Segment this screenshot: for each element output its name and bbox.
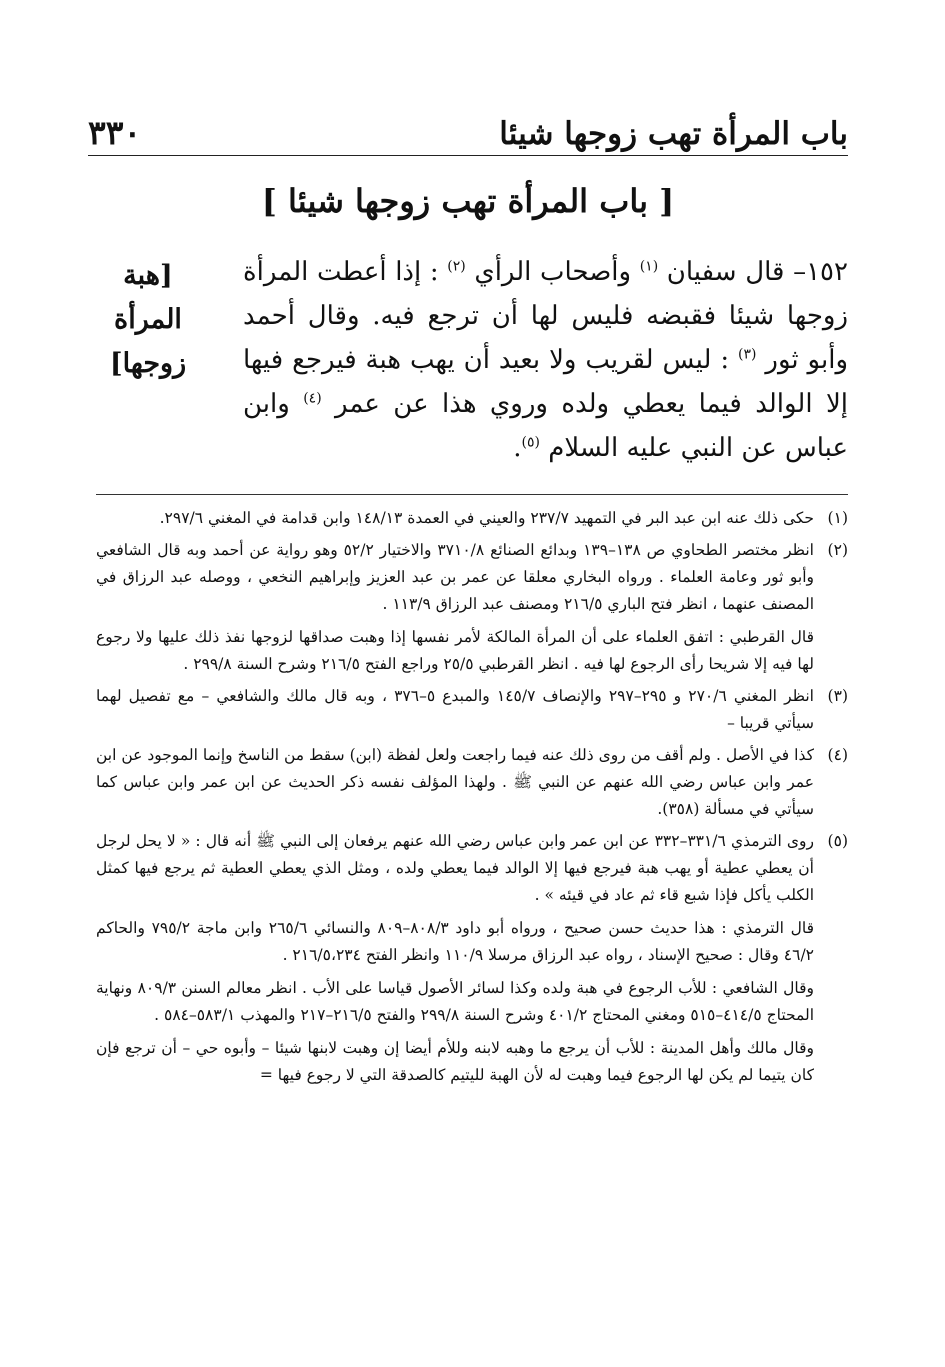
footnote-ref: (٥) xyxy=(521,434,540,451)
footnote xyxy=(96,828,848,1089)
footnote xyxy=(96,742,848,823)
footnote xyxy=(96,537,848,678)
footnote-body xyxy=(96,828,814,1089)
main-text-segment: وأصحاب الرأي xyxy=(465,257,640,287)
side-heading-line: [هبة المرأة xyxy=(114,260,182,335)
side-heading xyxy=(88,254,208,386)
footnote xyxy=(96,505,848,532)
footnote-body xyxy=(96,537,814,678)
footnote-ref: (٤) xyxy=(303,390,322,407)
footnote-paragraph: انظر مختصر الطحاوي ص ١٣٨–١٣٩ وبدائع الصنائع ٣٧١٠/٨ والاختيار ٥٢/٢ وهو رواية عن أحمد وبه قال الشافعي وأبو ثور وعامة العلماء . ورواه البخاري معلقا عن عمر بن عبد العزيز وإبراهيم النخعي ، ووصله عبد الرزاق في المصنف عنهما ، انظر فتح الباري ٢١٦/٥ ومصنف عبد الرزاق ١١٣/٩ . xyxy=(96,541,814,613)
footnote-ref: (١) xyxy=(639,258,659,275)
footnote-paragraph: انظر المغني ٢٧٠/٦ و ٢٩٥–٢٩٧ والإنصاف ١٤٥/٧ والمبدع ٥–٣٧٦ ، وبه قال مالك والشافعي – مع تفصيل لهما سيأتي قريبا – xyxy=(96,687,814,732)
footnote-paragraph: قال الترمذي : هذا حديث حسن صحيح ، ورواه أبو داود ٨٠٨/٣–٨٠٩ والنسائي ٢٦٥/٦ وابن ماجة ٧٩٥/٢ والحاكم ٤٦/٢ وقال : صحيح الإسناد ، رواه عبد الرزاق مرسلا ١١٠/٩ وانظر الفتح ٢١٦/٥،٢٣٤ . xyxy=(96,919,814,964)
footnote-paragraph: كذا في الأصل . ولم أقف من روى ذلك عنه فيما راجعت ولعل لفظة (ابن) سقط من الناسخ وإنما الموجود عن ابن عمر وابن عباس رضي الله عنهم عن النبي ﷺ . ولهذا المؤلف نفسه ذكر الحديث عن ابن عمر وابن عباس كما سيأتي في مسألة (٣٥٨). xyxy=(96,746,814,818)
footnote-number: (١) xyxy=(827,509,848,527)
chapter-title: [ باب المرأة تهب زوجها شيئا ] xyxy=(261,182,675,220)
main-text-segment: : إذا أعطت المرأة زوجها شيئا فقبضه فليس لها أن ترجع فيه. وقال أحمد وأبو ثور xyxy=(243,257,848,375)
footnotes xyxy=(96,505,848,1094)
footnote-number: (٥) xyxy=(827,832,848,850)
footnote-body xyxy=(96,683,814,737)
footnote-number: (٣) xyxy=(827,687,848,705)
footnote-ref: (٢) xyxy=(447,258,466,275)
main-text-segment: ١٥٢– قال سفيان xyxy=(658,257,848,287)
header-rule xyxy=(88,155,848,156)
footnote-number: (٤) xyxy=(827,746,848,764)
footnote-paragraph: وقال الشافعي : للأب الرجوع في هبة ولده وكذا لسائر الأصول قياسا على الأب . انظر معالم السنن ٨٠٩/٣ ونهاية المحتاج ٤١٤/٥–٥١٥ ومغني المحتاج ٤٠١/٢ وشرح السنة ٢٩٩/٨ والفتح ٢١٦/٥–٢١٧ والمهذب ٥٨٣/١–٥٨٤ . xyxy=(96,979,814,1024)
footnote-rule xyxy=(96,494,848,495)
footnote-ref: (٣) xyxy=(738,346,757,363)
main-text xyxy=(243,250,848,470)
footnote-paragraph: حكى ذلك عنه ابن عبد البر في التمهيد ٢٣٧/٧ والعيني في العمدة ١٤٨/١٣ وابن قدامة في المغني ٢٩٧/٦. xyxy=(159,509,814,527)
main-text-segment: . xyxy=(513,433,522,463)
footnote-body xyxy=(96,505,814,532)
footnote-paragraph: روى الترمذي ٣٣١/٦–٣٣٢ عن ابن عمر وابن عباس رضي الله عنهم يرفعان إلى النبي ﷺ أنه قال : « لا يحل لرجل أن يعطي عطية أو يهب هبة فيرجع فيها إلا الوالد فيما يعطي ولده ، ومثل الذي يعطي العطية ثم يرجع فيها كمثل الكلب يأكل فإذا شبع قاء ثم عاد في قيئه » . xyxy=(96,832,814,904)
running-title: باب المرأة تهب زوجها شيئا xyxy=(499,116,848,152)
footnote-body xyxy=(96,742,814,823)
footnote-paragraph: وقال مالك وأهل المدينة : للأب أن يرجع ما وهبه لابنه وللأم أيضا إن وهبت لابنها شيئا – وأبوه حي – أن ترجع فإن كان يتيما لم يكن لها الرجوع فيما وهبت له لأن الهبة لليتيم كالصدقة التي لا رجوع فيها = xyxy=(96,1039,814,1084)
footnote-paragraph: قال القرطبي : اتفق العلماء على أن المرأة المالكة لأمر نفسها إذا وهبت صداقها لزوجها نفذ ذلك عليها ولا رجوع لها فيه إلا شريحا رأى الرجوع لها فيه . انظر القرطبي ٢٥/٥ وراجع الفتح ٢١٦/٥ وشرح السنة ٢٩٩/٨ . xyxy=(96,628,814,673)
footnote xyxy=(96,683,848,737)
page-header xyxy=(88,96,848,152)
side-heading-line: زوجها] xyxy=(109,348,187,379)
footnote-number: (٢) xyxy=(827,541,848,559)
page-number: ٣٣٠ xyxy=(88,113,142,152)
main-text-segment: : ليس لقريب ولا بعيد أن يهب هبة فيرجع فيها إلا الوالد فيما يعطي ولده وروي هذا عن عمر xyxy=(243,345,848,419)
main-text-segment: وابن عباس عن النبي عليه السلام xyxy=(243,389,848,463)
